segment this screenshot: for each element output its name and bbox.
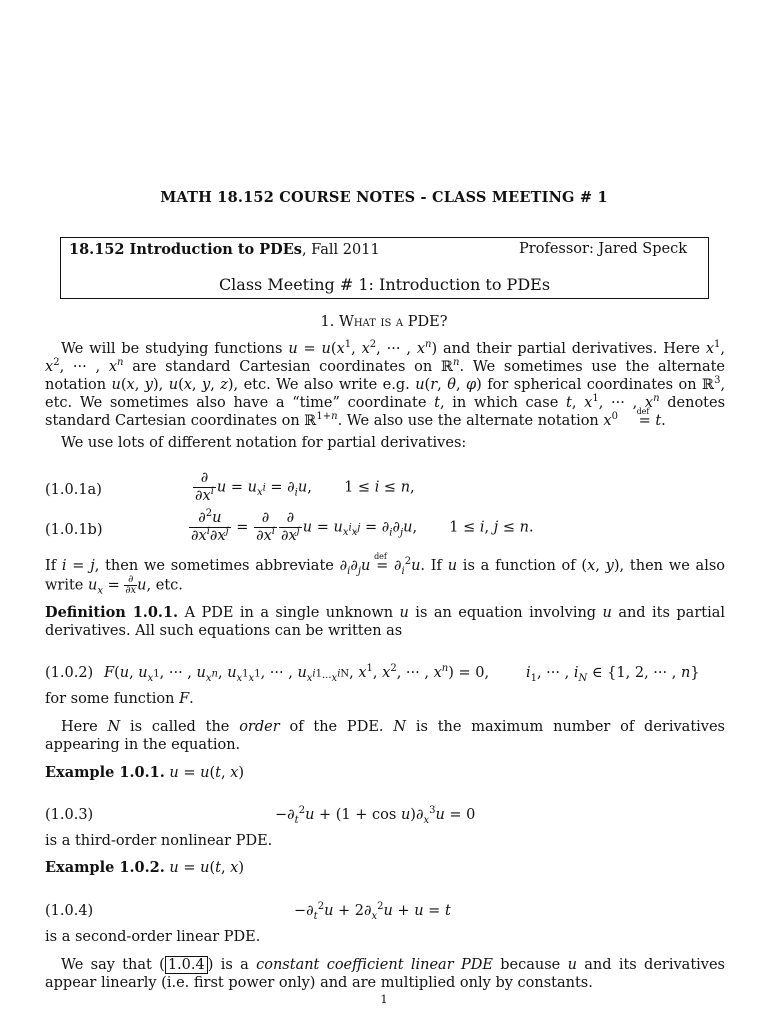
for-some-function: for some function F. <box>45 691 194 707</box>
equation-label-4: (1.0.4) <box>45 903 94 919</box>
equation-2: F(u, $u_{x^1}$, ··· , $u_{x^n}$, $u_{x^1x^1}$, ··· , $u_{x^{i1}\cdot\cdot\cdot x^{iN}}$, $x^1$, $x^2$, ··· , $x^n) = 0$, $i_1$, ··· , $i_N$ ∈ {1, 2, ··· , n} <box>104 663 700 684</box>
equation-4: $-\partial_t^2u + 2\partial_x^2u + u = t$ <box>294 901 451 922</box>
course-name: 18.152 Introduction to PDEs <box>69 241 302 258</box>
course-info <box>69 241 380 258</box>
example-label-2: Example 1.0.2. <box>45 859 165 876</box>
definition-1-0-1: Definition 1.0.1. A PDE in a single unknown u is an equation involving u and its partial derivatives. All such equations can be written as <box>45 604 725 639</box>
paragraph-functions: We will be studying functions $u = u(x^1$, $x^2$, ··· , $x^n$) and their partial derivatives. Here $x^1$, $x^2$, ··· , $x^n$ are standard Cartesian coordinates on ℝ$^n$. We sometimes use the alternate notation u(x, y), u(x, y, z), etc. We also write e.g. u(r, θ, φ) for spherical coordinates on ℝ$^3$, etc. We sometimes also have a “time” coordinate t, in which case t, $x^1$, ··· , $x^n$ denotes standard Cartesian coordinates on ℝ$^{1+n}$. We also use the alternate notation $x^0$ def = t. <box>45 339 726 429</box>
equation-label-1b: (1.0.1b) <box>45 522 103 538</box>
paragraph-order: Here N is called the order of the PDE. N is the maximum number of derivatives appearing in the equation. <box>45 719 725 753</box>
equation-1b: $\frac{\partial^2u}{\partial x^i\partial x^j}$ = $\frac{\partial}{\partial x^i}$ $\frac{\partial}{\partial x^j}$ $u = u_{x^ix^j} = \partial_i\partial_ju$, 1 ≤ i, j ≤ n. <box>191 508 534 544</box>
equation-label-1a: (1.0.1a) <box>45 482 102 498</box>
course-term: , Fall 2011 <box>301 242 380 258</box>
equation-label-3: (1.0.3) <box>45 807 94 823</box>
paragraph-abbreviation: If i = j, then we sometimes abbreviate $\partial_i\partial_ju$ def = $\partial_i^2u$. If u is a function of (x, y), then we also write $u_x$ = ∂ ∂x u, etc. <box>45 552 725 597</box>
equation-reference-link[interactable]: 1.0.4 <box>165 956 208 974</box>
course-header-box <box>60 237 709 299</box>
third-order-remark: is a third-order nonlinear PDE. <box>45 833 273 849</box>
equation-3: $-\partial_t^2u + (1 + \cos u)\partial_x^3u = 0$ <box>275 805 476 826</box>
definition-label: Definition 1.0.1. <box>45 604 179 621</box>
equation-1a: $\frac{\partial}{\partial x^i}$ $u = u_{x^i} = \partial_iu$, 1 ≤ i ≤ n, <box>195 470 415 504</box>
section-heading: What is a PDE? <box>338 314 448 330</box>
paragraph-notation-intro: We use lots of different notation for partial derivatives: <box>61 435 467 451</box>
example-1-0-2: Example 1.0.2. u = u(t, x) <box>45 859 245 876</box>
example-1-0-1: Example 1.0.1. u = u(t, x) <box>45 764 245 781</box>
running-title: MATH 18.152 COURSE NOTES - CLASS MEETING # 1 <box>160 189 608 206</box>
paragraph-constant-coefficient: We say that ( 1.0.4 ) is a constant coefficient linear PDE because u and its derivatives appear linearly (i.e. first power only) and are multiplied only by constants. <box>45 957 726 991</box>
equation-label-2: (1.0.2) <box>45 665 94 681</box>
second-order-remark: is a second-order linear PDE. <box>45 929 261 945</box>
page-number: 1 <box>380 993 388 1006</box>
section-number: 1. <box>320 314 339 330</box>
section-title <box>0 314 768 330</box>
professor-name: Professor: Jared Speck <box>519 241 687 257</box>
example-label-1: Example 1.0.1. <box>45 764 165 781</box>
meeting-title: Class Meeting # 1: Introduction to PDEs <box>218 275 551 294</box>
